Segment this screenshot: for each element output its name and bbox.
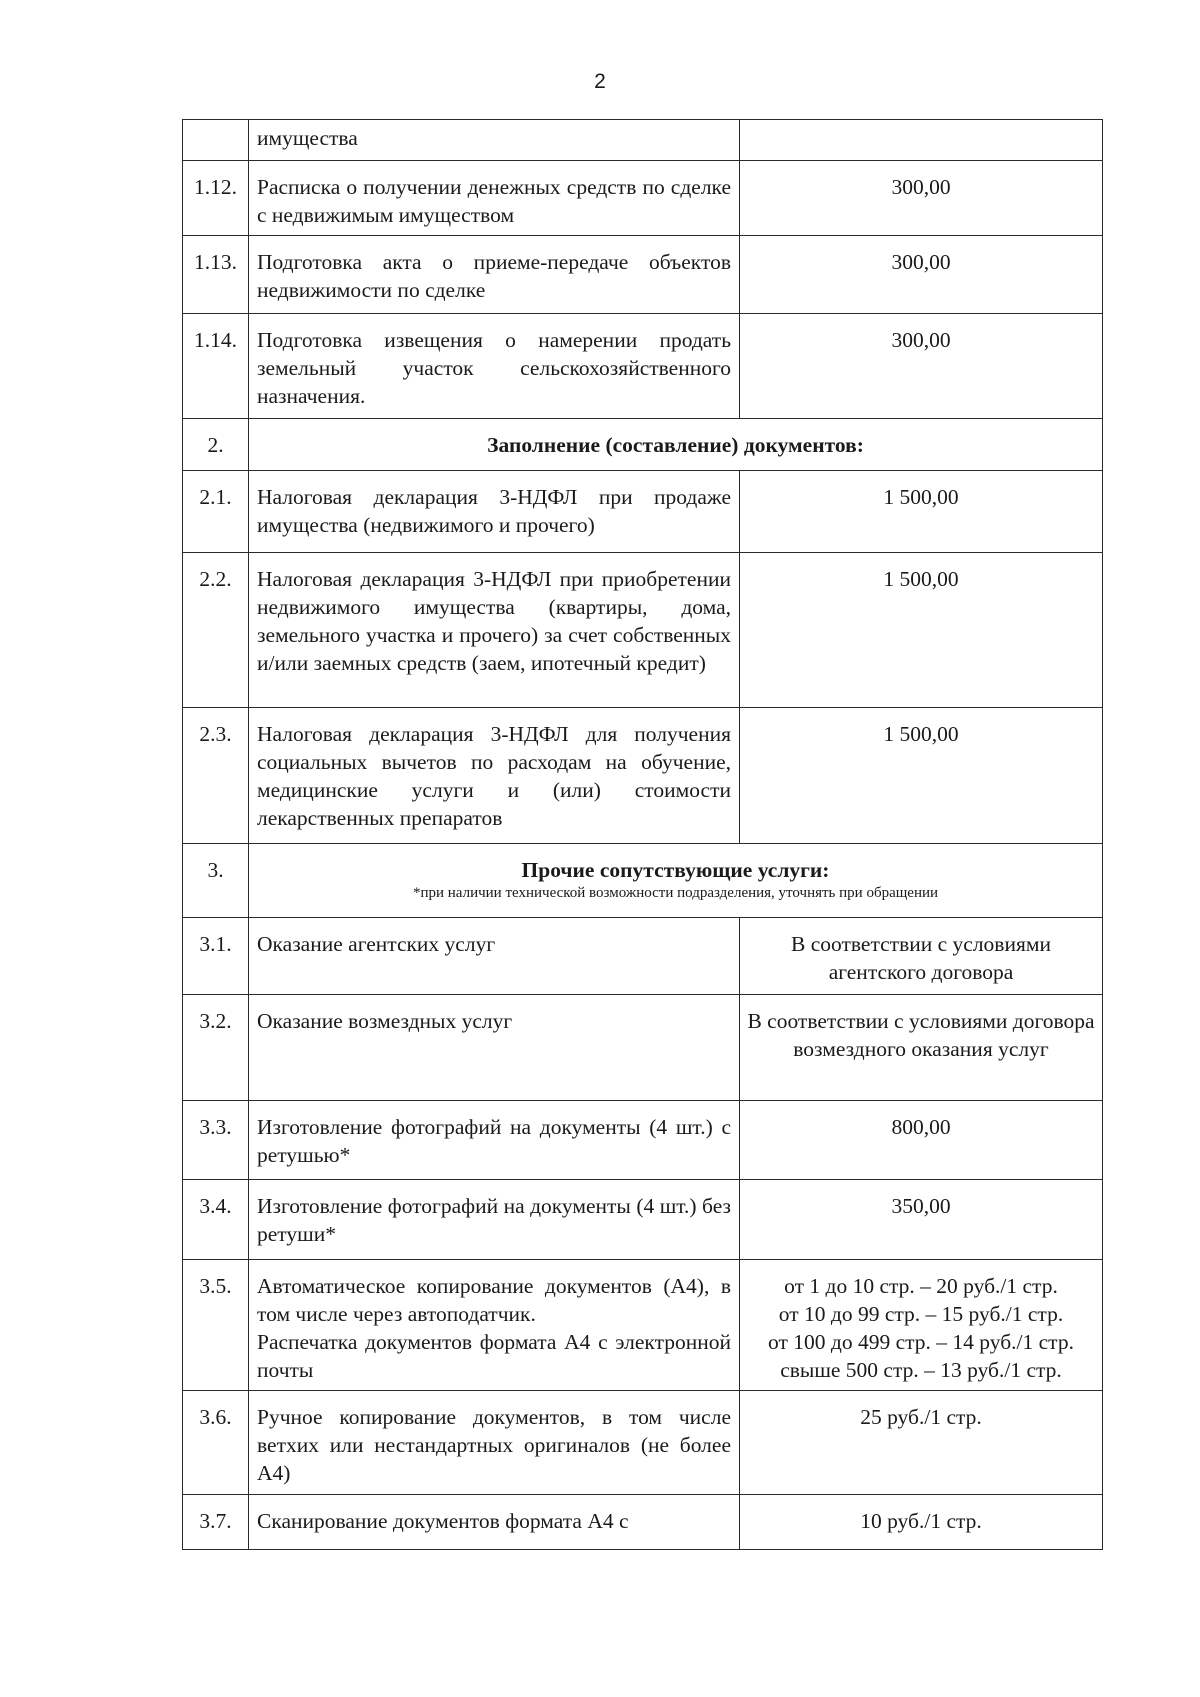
table-row [183,918,1103,995]
section-note: *при наличии технической возможности подразделения, уточнять при обращении [412,885,939,901]
row-description: Подготовка акта о приеме-передаче объектов недвижимости по сделке [249,236,740,314]
row-price: 25 руб./1 стр. [740,1391,1103,1495]
table-row [183,314,1103,419]
row-price: 300,00 [740,236,1103,314]
row-number: 3.3. [183,1101,249,1180]
table-row [183,553,1103,708]
description-line: Автоматическое копирование документов (А4), в том числе через автоподатчик. [257,1274,731,1326]
row-description: Изготовление фотографий на документы (4 шт.) без ретуши* [249,1180,740,1260]
row-description: Сканирование документов формата А4 с [249,1495,740,1550]
row-number: 3.5. [183,1260,249,1391]
row-number: 3.6. [183,1391,249,1495]
description-line: Распечатка документов формата А4 с электронной почты [257,1330,731,1382]
page-number: 2 [594,70,606,93]
row-number: 3.1. [183,918,249,995]
price-tier: от 100 до 499 стр. – 14 руб./1 стр. [768,1330,1074,1354]
section-number: 3. [183,844,249,918]
row-price: 1 500,00 [740,553,1103,708]
row-number: 3.7. [183,1495,249,1550]
row-price: 300,00 [740,314,1103,419]
table-row [183,236,1103,314]
row-number: 3.4. [183,1180,249,1260]
row-price: 800,00 [740,1101,1103,1180]
section-title: Прочие сопутствующие услуги: [521,858,830,882]
row-description: Налоговая декларация 3-НДФЛ при продаже имущества (недвижимого и прочего) [249,471,740,553]
section-title: Заполнение (составление) документов: [249,419,1103,471]
table-row [183,161,1103,236]
table-row [183,1495,1103,1550]
table-row [183,471,1103,553]
price-tier: от 10 до 99 стр. – 15 руб./1 стр. [778,1302,1064,1326]
row-price [740,1260,1103,1391]
table-row [183,708,1103,844]
table-row [183,1101,1103,1180]
row-number: 2.2. [183,553,249,708]
row-price: В соответствии с условиями агентского договора [740,918,1103,995]
section-row [183,419,1103,471]
row-price: 300,00 [740,161,1103,236]
table-row [183,120,1103,161]
row-description: Налоговая декларация 3-НДФЛ при приобретении недвижимого имущества (квартиры, дома, земельного участка и прочего) за счет собственных и/или заемных средств (заем, ипотечный кредит) [249,553,740,708]
table-row [183,1180,1103,1260]
row-price: 1 500,00 [740,708,1103,844]
row-number: 1.13. [183,236,249,314]
table-row [183,1260,1103,1391]
row-description: имущества [249,120,740,161]
row-description [249,1260,740,1391]
row-number [183,120,249,161]
section-header [249,844,1103,918]
row-number: 1.12. [183,161,249,236]
row-price: 1 500,00 [740,471,1103,553]
row-description: Оказание агентских услуг [249,918,740,995]
row-description: Подготовка извещения о намерении продать земельный участок сельскохозяйственного назначения. [249,314,740,419]
price-tier: свыше 500 стр. – 13 руб./1 стр. [780,1358,1062,1382]
section-number: 2. [183,419,249,471]
row-description: Налоговая декларация 3-НДФЛ для получения социальных вычетов по расходам на обучение, медицинские услуги и (или) стоимости лекарственных препаратов [249,708,740,844]
row-price: 10 руб./1 стр. [740,1495,1103,1550]
row-description: Расписка о получении денежных средств по сделке с недвижимым имуществом [249,161,740,236]
row-price [740,120,1103,161]
row-description: Ручное копирование документов, в том числе ветхих или нестандартных оригиналов (не более А4) [249,1391,740,1495]
table-row [183,995,1103,1101]
row-description: Оказание возмездных услуг [249,995,740,1101]
row-number: 2.1. [183,471,249,553]
table-row [183,1391,1103,1495]
services-price-table [182,119,1103,1550]
row-number: 2.3. [183,708,249,844]
price-tier: от 1 до 10 стр. – 20 руб./1 стр. [784,1274,1058,1298]
row-description: Изготовление фотографий на документы (4 шт.) с ретушью* [249,1101,740,1180]
row-number: 1.14. [183,314,249,419]
row-price: В соответствии с условиями договора возмездного оказания услуг [740,995,1103,1101]
row-number: 3.2. [183,995,249,1101]
row-price: 350,00 [740,1180,1103,1260]
section-row [183,844,1103,918]
